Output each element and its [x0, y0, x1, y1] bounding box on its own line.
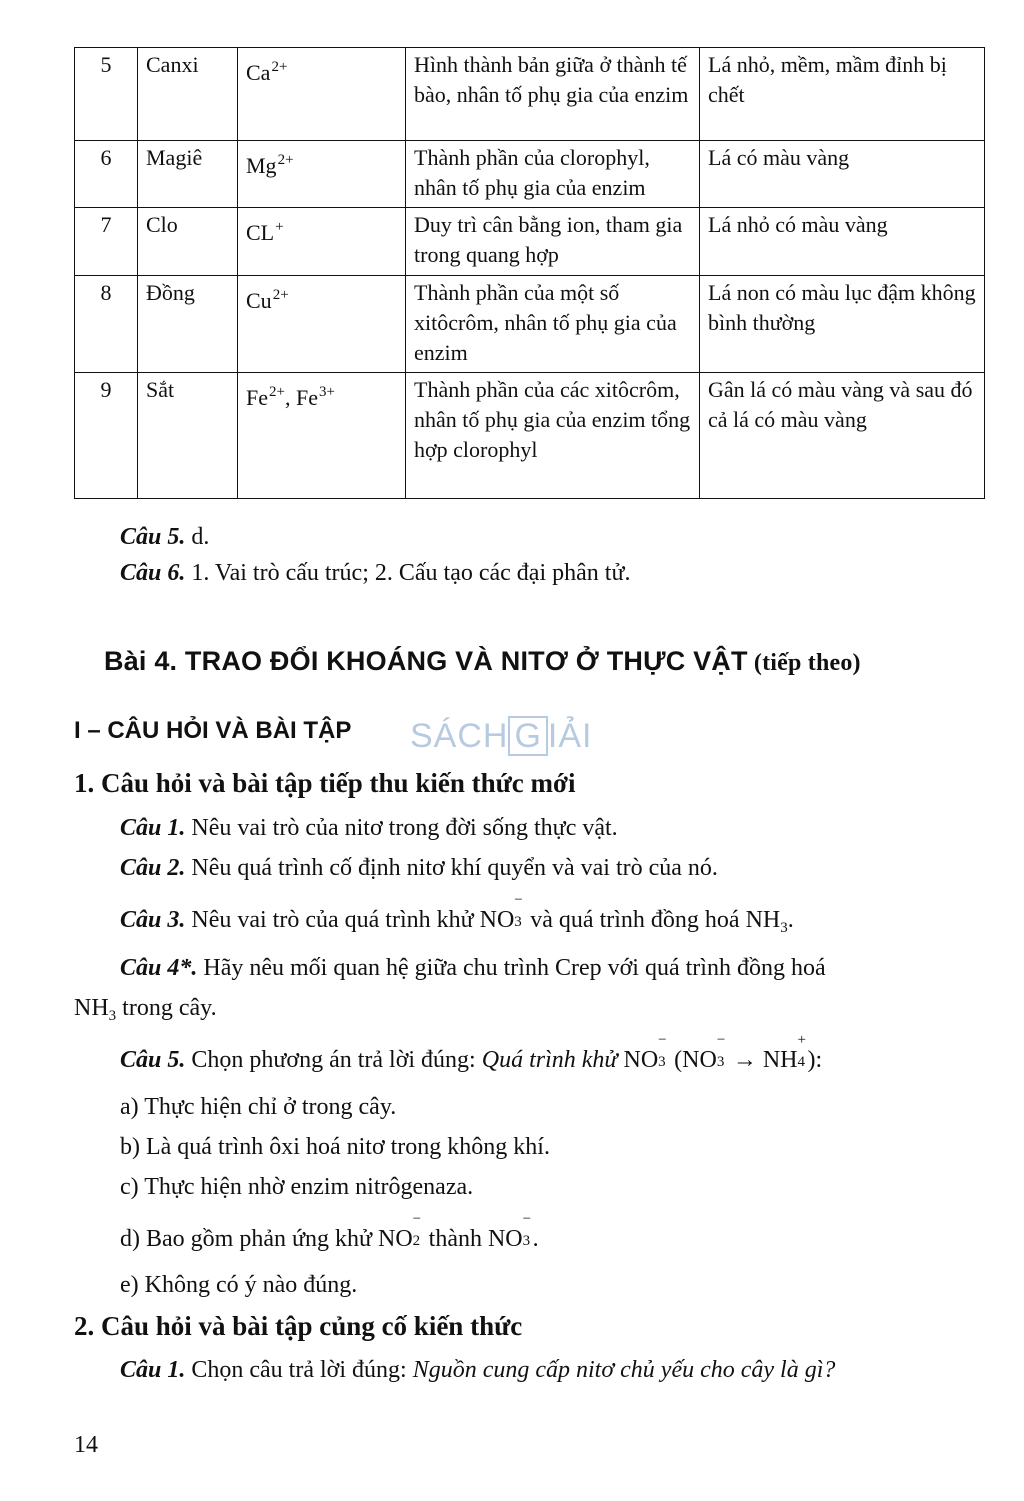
ion-formula: CL+ [238, 208, 406, 276]
element-name: Canxi [138, 48, 238, 141]
element-name: Clo [138, 208, 238, 276]
element-role: Hình thành bản giữa ở thành tế bào, nhân tố phụ gia của enzim [406, 48, 700, 141]
row-number: 9 [75, 373, 138, 499]
deficiency-symptom: Lá nhỏ, mềm, mầm đỉnh bị chết [700, 48, 985, 141]
table-row [75, 48, 985, 141]
option-c: c) Thực hiện nhờ enzim nitrôgenaza. [120, 1174, 474, 1200]
table-row [75, 208, 985, 276]
element-role: Thành phần của các xitôcrôm, nhân tố phụ gia của enzim tổng hợp clorophyl [406, 373, 700, 499]
lesson-title: Bài 4. TRAO ĐỔI KHOÁNG VÀ NITƠ Ở THỰC VẬT (tiếp theo) [104, 646, 861, 676]
ion-formula: $Mg^{2+}$ [238, 141, 406, 208]
option-a: a) Thực hiện chỉ ở trong cây. [120, 1094, 397, 1120]
element-role: Thành phần của clorophyl, nhân tố phụ gia của enzim [406, 141, 700, 208]
deficiency-symptom: Lá có màu vàng [700, 141, 985, 208]
ion-formula: $Cu^{2+}$ [238, 276, 406, 373]
ion-formula: $Fe^{2+}$, $Fe^{3+}$ [238, 373, 406, 499]
nutrient-table [74, 47, 985, 499]
option-d: d) Bao gồm phản ứng khử NO − 2 thành NO − 3 . [120, 1211, 539, 1252]
table-row [75, 373, 985, 499]
part1-heading: 1. Câu hỏi và bài tập tiếp thu kiến thức mới [74, 768, 576, 798]
question-1: Câu 1. Nêu vai trò của nitơ trong đời sống thực vật. [120, 815, 618, 841]
deficiency-symptom: Lá nhỏ có màu vàng [700, 208, 985, 276]
question-4-continued: $NH_3$ trong cây. [74, 995, 217, 1024]
option-e: e) Không có ý nào đúng. [120, 1272, 358, 1298]
page-number: 14 [74, 1432, 98, 1458]
element-name: Magiê [138, 141, 238, 208]
question-4: Câu 4*. Hãy nêu mối quan hệ giữa chu trình Crep với quá trình đồng hoá [120, 955, 826, 981]
row-number: 6 [75, 141, 138, 208]
row-number: 5 [75, 48, 138, 141]
element-role: Thành phần của một số xitôcrôm, nhân tố phụ gia của enzim [406, 276, 700, 373]
row-number: 7 [75, 208, 138, 276]
question-5: Câu 5. Chọn phương án trả lời đúng: Quá trình khử NO − 3 (NO − 3 → NH + 4 ): [120, 1032, 823, 1073]
row-number: 8 [75, 276, 138, 373]
deficiency-symptom: Gân lá có màu vàng và sau đó cả lá có màu vàng [700, 373, 985, 499]
element-name: Sắt [138, 373, 238, 499]
table-row [75, 276, 985, 373]
question-2: Câu 2. Nêu quá trình cố định nitơ khí quyển và vai trò của nó. [120, 855, 718, 881]
question-3: Câu 3. Nêu vai trò của quá trình khử NO − 3 và quá trình đồng hoá $NH_3$. [120, 892, 794, 936]
section-heading: I – CÂU HỎI VÀ BÀI TẬP [74, 717, 352, 744]
element-name: Đồng [138, 276, 238, 373]
part2-question-1: Câu 1. Chọn câu trả lời đúng: Nguồn cung cấp nitơ chủ yếu cho cây là gì? [120, 1357, 836, 1383]
part2-heading: 2. Câu hỏi và bài tập củng cố kiến thức [74, 1311, 523, 1341]
option-b: b) Là quá trình ôxi hoá nitơ trong không khí. [120, 1134, 550, 1160]
deficiency-symptom: Lá non có màu lục đậm không bình thường [700, 276, 985, 373]
answer-cau6: Câu 6. 1. Vai trò cấu trúc; 2. Cấu tạo các đại phân tử. [120, 560, 631, 586]
watermark-logo: SÁCH G IẢI [410, 717, 593, 755]
element-role: Duy trì cân bằng ion, tham gia trong quang hợp [406, 208, 700, 276]
ion-formula: $Ca^{2+}$ [238, 48, 406, 141]
answer-cau5: Câu 5. d. [120, 524, 210, 550]
table-row [75, 141, 985, 208]
